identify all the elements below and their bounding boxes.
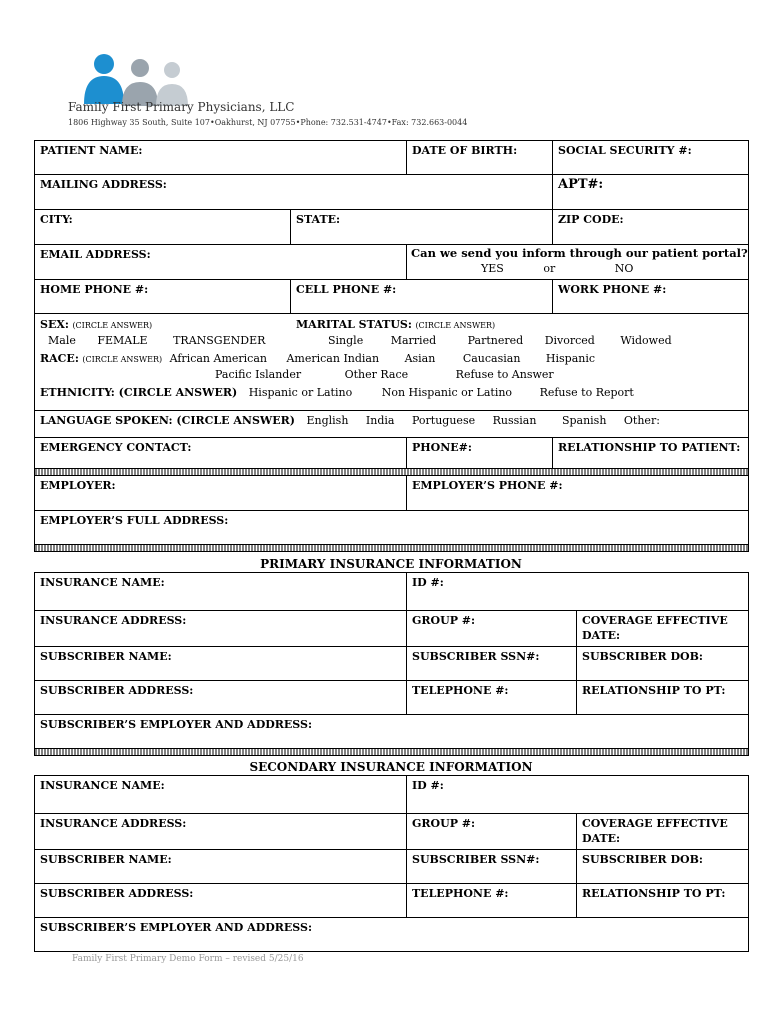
secondary-coverage-date-field[interactable]: COVERAGE EFFECTIVE DATE: [577, 814, 749, 850]
race-option-refuse[interactable]: Refuse to Answer [455, 368, 554, 381]
secondary-insurance-name-field[interactable]: INSURANCE NAME: [35, 776, 407, 814]
cell-phone-field[interactable]: CELL PHONE #: [291, 280, 553, 314]
race-option-american-indian[interactable]: American Indian [286, 352, 380, 365]
race-circle-note: (CIRCLE ANSWER) [82, 355, 163, 364]
primary-subscriber-employer-field[interactable]: SUBSCRIBER’S EMPLOYER AND ADDRESS: [35, 715, 749, 749]
secondary-id-field[interactable]: ID #: [407, 776, 749, 814]
divider-hatch [35, 469, 749, 476]
sex-option-male[interactable]: Male [48, 334, 76, 347]
marital-label: MARITAL STATUS: [296, 318, 412, 331]
secondary-subscriber-address-field[interactable]: SUBSCRIBER ADDRESS: [35, 884, 407, 918]
language-option-portuguese[interactable]: Portuguese [411, 414, 476, 427]
ethnicity-option-non-hispanic[interactable]: Non Hispanic or Latino [381, 386, 513, 399]
language-label: LANGUAGE SPOKEN: (CIRCLE ANSWER) [40, 414, 295, 427]
portal-question-text: Can we send you inform through our patient portal? [411, 246, 748, 260]
language-row [35, 411, 749, 438]
race-option-pacific-islander[interactable]: Pacific Islander [215, 368, 302, 381]
emergency-relationship-field[interactable]: RELATIONSHIP TO PATIENT: [553, 438, 749, 469]
portal-or-text: or [543, 262, 556, 275]
employer-address-field[interactable]: EMPLOYER’S FULL ADDRESS: [35, 511, 749, 545]
state-field[interactable]: STATE: [291, 210, 553, 245]
secondary-subscriber-name-field[interactable]: SUBSCRIBER NAME: [35, 850, 407, 884]
secondary-subscriber-employer-field[interactable]: SUBSCRIBER’S EMPLOYER AND ADDRESS: [35, 918, 749, 952]
emergency-phone-field[interactable]: PHONE#: [407, 438, 553, 469]
primary-insurance-table [34, 572, 749, 756]
portal-question [407, 245, 749, 280]
employer-field[interactable]: EMPLOYER: [35, 476, 407, 511]
secondary-subscriber-ssn-field[interactable]: SUBSCRIBER SSN#: [407, 850, 577, 884]
sex-option-transgender[interactable]: TRANSGENDER [173, 334, 266, 347]
city-field[interactable]: CITY: [35, 210, 291, 245]
primary-insurance-address-field[interactable]: INSURANCE ADDRESS: [35, 611, 407, 647]
language-option-russian[interactable]: Russian [492, 414, 537, 427]
ethnicity-option-refuse[interactable]: Refuse to Report [539, 386, 634, 399]
apt-field[interactable]: APT#: [553, 175, 749, 210]
mailing-address-field[interactable]: MAILING ADDRESS: [35, 175, 553, 210]
secondary-insurance-table [34, 775, 749, 952]
company-address: 1806 Highway 35 South, Suite 107•Oakhurst, NJ 07755•Phone: 732.531-4747•Fax: 732.663-0044 [68, 118, 468, 127]
secondary-subscriber-dob-field[interactable]: SUBSCRIBER DOB: [577, 850, 749, 884]
race-option-asian[interactable]: Asian [404, 352, 436, 365]
secondary-telephone-field[interactable]: TELEPHONE #: [407, 884, 577, 918]
portal-yes-option[interactable]: YES [481, 262, 504, 275]
form-footer: Family First Primary Demo Form – revised 5/25/16 [72, 954, 304, 964]
primary-relationship-field[interactable]: RELATIONSHIP TO PT: [577, 681, 749, 715]
divider-hatch [35, 749, 749, 756]
race-label: RACE: [40, 352, 79, 365]
language-option-india[interactable]: India [365, 414, 395, 427]
secondary-insurance-address-field[interactable]: INSURANCE ADDRESS: [35, 814, 407, 850]
patient-name-field[interactable]: PATIENT NAME: [35, 141, 407, 175]
race-option-caucasian[interactable]: Caucasian [462, 352, 521, 365]
primary-subscriber-address-field[interactable]: SUBSCRIBER ADDRESS: [35, 681, 407, 715]
dob-field[interactable]: DATE OF BIRTH: [407, 141, 553, 175]
primary-telephone-field[interactable]: TELEPHONE #: [407, 681, 577, 715]
patient-info-table [34, 140, 749, 552]
sex-option-female[interactable]: FEMALE [97, 334, 148, 347]
race-option-african-american[interactable]: African American [169, 352, 267, 365]
divider-hatch [35, 545, 749, 552]
employer-phone-field[interactable]: EMPLOYER’S PHONE #: [407, 476, 749, 511]
primary-subscriber-ssn-field[interactable]: SUBSCRIBER SSN#: [407, 647, 577, 681]
primary-coverage-date-field[interactable]: COVERAGE EFFECTIVE DATE: [577, 611, 749, 647]
ethnicity-label: ETHNICITY: (CIRCLE ANSWER) [40, 386, 238, 399]
secondary-relationship-field[interactable]: RELATIONSHIP TO PT: [577, 884, 749, 918]
secondary-group-field[interactable]: GROUP #: [407, 814, 577, 850]
language-option-spanish[interactable]: Spanish [561, 414, 607, 427]
language-option-english[interactable]: English [306, 414, 349, 427]
email-field[interactable]: EMAIL ADDRESS: [35, 245, 407, 280]
marital-option-partnered[interactable]: Partnered [467, 334, 524, 347]
marital-option-married[interactable]: Married [390, 334, 437, 347]
emergency-contact-field[interactable]: EMERGENCY CONTACT: [35, 438, 407, 469]
work-phone-field[interactable]: WORK PHONE #: [553, 280, 749, 314]
race-option-other[interactable]: Other Race [344, 368, 409, 381]
primary-subscriber-name-field[interactable]: SUBSCRIBER NAME: [35, 647, 407, 681]
zip-field[interactable]: ZIP CODE: [553, 210, 749, 245]
race-option-hispanic[interactable]: Hispanic [545, 352, 596, 365]
primary-subscriber-dob-field[interactable]: SUBSCRIBER DOB: [577, 647, 749, 681]
marital-option-single[interactable]: Single [328, 334, 364, 347]
demographics-block [35, 314, 749, 411]
primary-id-field[interactable]: ID #: [407, 573, 749, 611]
secondary-insurance-title: SECONDARY INSURANCE INFORMATION [249, 760, 533, 774]
sex-circle-note: (CIRCLE ANSWER) [72, 321, 153, 330]
sex-label: SEX: [40, 318, 69, 331]
portal-no-option[interactable]: NO [614, 262, 634, 275]
primary-group-field[interactable]: GROUP #: [407, 611, 577, 647]
primary-insurance-title: PRIMARY INSURANCE INFORMATION [260, 557, 522, 571]
company-name: Family First Primary Physicians, LLC [68, 100, 295, 114]
marital-circle-note: (CIRCLE ANSWER) [415, 321, 496, 330]
marital-option-divorced[interactable]: Divorced [544, 334, 595, 347]
primary-insurance-name-field[interactable]: INSURANCE NAME: [35, 573, 407, 611]
language-option-other[interactable]: Other: [623, 414, 660, 427]
ssn-field[interactable]: SOCIAL SECURITY #: [553, 141, 749, 175]
home-phone-field[interactable]: HOME PHONE #: [35, 280, 291, 314]
ethnicity-option-hispanic[interactable]: Hispanic or Latino [248, 386, 353, 399]
marital-option-widowed[interactable]: Widowed [620, 334, 672, 347]
